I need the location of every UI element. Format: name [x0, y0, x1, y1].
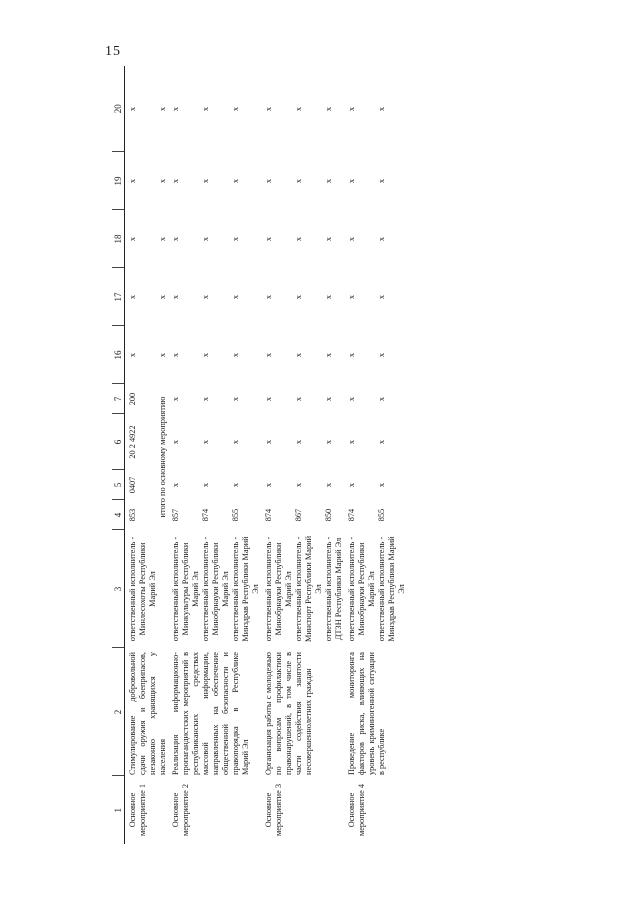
column-header-12: 20: [112, 66, 125, 152]
value-cell: x: [347, 352, 356, 358]
value-cell: x: [171, 106, 180, 112]
value-cell: x: [294, 482, 303, 488]
executor-cell: [158, 530, 168, 648]
code-cell: 874: [264, 508, 273, 522]
value-cell: x: [231, 482, 240, 488]
total-note: итого по основному мероприятию: [158, 396, 167, 518]
column-header-10: 18: [112, 210, 125, 268]
value-cell: x: [231, 352, 240, 358]
value-cell: 0407: [128, 476, 137, 494]
value-cell: x: [171, 482, 180, 488]
value-cell: x: [231, 106, 240, 112]
column-header-8: 16: [112, 326, 125, 384]
measure-name: Реализация информационно-пропагандистских мероприятий в республиканских средствах массовой информации, направленных на обеспечение общественной безопасности и правопорядка в Республике Марий Эл: [171, 652, 250, 775]
executor-cell: ответственный исполнитель - Минздрав Республики Марий Эл: [231, 536, 260, 642]
column-number-header: [112, 66, 125, 844]
value-cell: x: [201, 106, 210, 112]
value-cell: x: [377, 178, 386, 184]
value-cell: x: [377, 236, 386, 242]
table-body: [125, 66, 408, 844]
value-cell: x: [171, 294, 180, 300]
value-cell: x: [264, 439, 273, 445]
value-cell: x: [324, 294, 333, 300]
column-header-5: 5: [112, 470, 125, 500]
executor-cell: ответственный исполнитель - ДТЗН Республики Марий Эл: [324, 536, 343, 642]
value-cell: x: [324, 396, 333, 402]
value-cell: x: [201, 294, 210, 300]
value-cell: x: [231, 396, 240, 402]
column-header-3: 3: [112, 530, 125, 648]
measure-name: Стимулирование добровольной сдачи оружия и боеприпасов, незаконно хранящихся у населения: [128, 652, 167, 775]
column-header-9: 17: [112, 268, 125, 326]
code-cell: 855: [231, 508, 240, 522]
value-cell: x: [158, 294, 167, 300]
value-cell: x: [347, 294, 356, 300]
value-cell: x: [158, 178, 167, 184]
value-cell: x: [201, 396, 210, 402]
executor-cell: ответственный исполнитель - Минобрнауки Республики Марий Эл: [201, 536, 230, 642]
executor-cell: ответственный исполнитель - Минспорт Республики Марий Эл: [294, 535, 323, 643]
value-cell: x: [231, 178, 240, 184]
rotated-table-sheet: [112, 66, 525, 844]
value-cell: x: [347, 178, 356, 184]
executor-cell: ответственный исполнитель - Минобрнауки Республики Марий Эл: [264, 536, 293, 642]
executor-cell: ответственный исполнитель - Минкультуры Республики Марий Эл: [171, 536, 200, 642]
value-cell: x: [201, 236, 210, 242]
code-cell: 855: [377, 508, 386, 522]
value-cell: x: [347, 482, 356, 488]
value-cell: x: [324, 439, 333, 445]
value-cell: x: [128, 106, 137, 112]
measure-code: Основное мероприятие 4: [347, 783, 366, 837]
table-row: [168, 66, 201, 844]
value-cell: x: [231, 236, 240, 242]
value-cell: x: [264, 236, 273, 242]
value-cell: x: [294, 439, 303, 445]
value-cell: x: [377, 396, 386, 402]
code-cell: 874: [201, 508, 210, 522]
value-cell: x: [171, 236, 180, 242]
value-cell: x: [347, 106, 356, 112]
value-cell: x: [231, 294, 240, 300]
value-cell: x: [264, 352, 273, 358]
value-cell: x: [324, 106, 333, 112]
value-cell: x: [128, 178, 137, 184]
value-cell: x: [347, 439, 356, 445]
value-cell: x: [377, 352, 386, 358]
value-cell: x: [171, 439, 180, 445]
value-cell: x: [264, 482, 273, 488]
value-cell: x: [171, 396, 180, 402]
page-number: 15: [105, 44, 121, 59]
value-cell: x: [347, 236, 356, 242]
code-cell: 857: [171, 508, 180, 522]
measure-code: Основное мероприятие 3: [264, 783, 283, 837]
column-header-2: 2: [112, 648, 125, 776]
program-table: [112, 66, 407, 844]
value-cell: x: [294, 294, 303, 300]
value-cell: x: [377, 482, 386, 488]
value-cell: 200: [128, 392, 137, 406]
column-header-7: 7: [112, 384, 125, 414]
value-cell: x: [158, 106, 167, 112]
value-cell: x: [201, 352, 210, 358]
table-row: [344, 66, 377, 844]
column-header-6: 6: [112, 414, 125, 470]
value-cell: x: [324, 352, 333, 358]
code-cell: 853: [128, 508, 137, 522]
code-cell: 867: [294, 508, 303, 522]
executor-cell: ответственный исполнитель - Минздрав Республики Марий Эл: [377, 536, 406, 642]
table-row: [261, 66, 294, 844]
value-cell: x: [294, 106, 303, 112]
value-cell: x: [201, 178, 210, 184]
executor-cell: ответственный исполнитель - Минлесохоты Республики Марий Эл: [128, 536, 157, 642]
measure-name: Проведение мониторинга факторов риска, влияющих на уровень криминогенной ситуации в республике: [347, 652, 386, 775]
code-cell: 850: [324, 508, 333, 522]
value-cell: x: [128, 352, 137, 358]
value-cell: x: [264, 396, 273, 402]
value-cell: 20 2 4922: [128, 425, 137, 459]
value-cell: x: [171, 178, 180, 184]
value-cell: x: [158, 236, 167, 242]
executor-cell: ответственный исполнитель - Минобрнауки Республики Марий Эл: [347, 536, 376, 642]
value-cell: x: [377, 439, 386, 445]
measure-code: Основное мероприятие 1: [128, 783, 147, 837]
value-cell: x: [324, 178, 333, 184]
column-header-1: 1: [112, 776, 125, 844]
value-cell: x: [264, 178, 273, 184]
code-cell: 874: [347, 508, 356, 522]
value-cell: x: [128, 294, 137, 300]
column-header-11: 19: [112, 152, 125, 210]
value-cell: x: [128, 236, 137, 242]
value-cell: x: [201, 439, 210, 445]
measure-name: Организация работы с молодежью по вопросам профилактики правонарушений, в том числе в части содействия занятости несовершеннолетних граждан: [264, 652, 313, 775]
value-cell: x: [377, 106, 386, 112]
value-cell: x: [324, 236, 333, 242]
value-cell: x: [158, 352, 167, 358]
value-cell: x: [294, 352, 303, 358]
value-cell: x: [347, 396, 356, 402]
value-cell: x: [324, 482, 333, 488]
table-row: [125, 66, 159, 844]
value-cell: x: [171, 352, 180, 358]
measure-code: Основное мероприятие 2: [171, 783, 190, 837]
value-cell: x: [294, 236, 303, 242]
column-header-4: 4: [112, 500, 125, 530]
value-cell: x: [231, 439, 240, 445]
value-cell: x: [377, 294, 386, 300]
value-cell: x: [294, 178, 303, 184]
value-cell: x: [264, 106, 273, 112]
value-cell: x: [264, 294, 273, 300]
value-cell: x: [201, 482, 210, 488]
value-cell: x: [294, 396, 303, 402]
